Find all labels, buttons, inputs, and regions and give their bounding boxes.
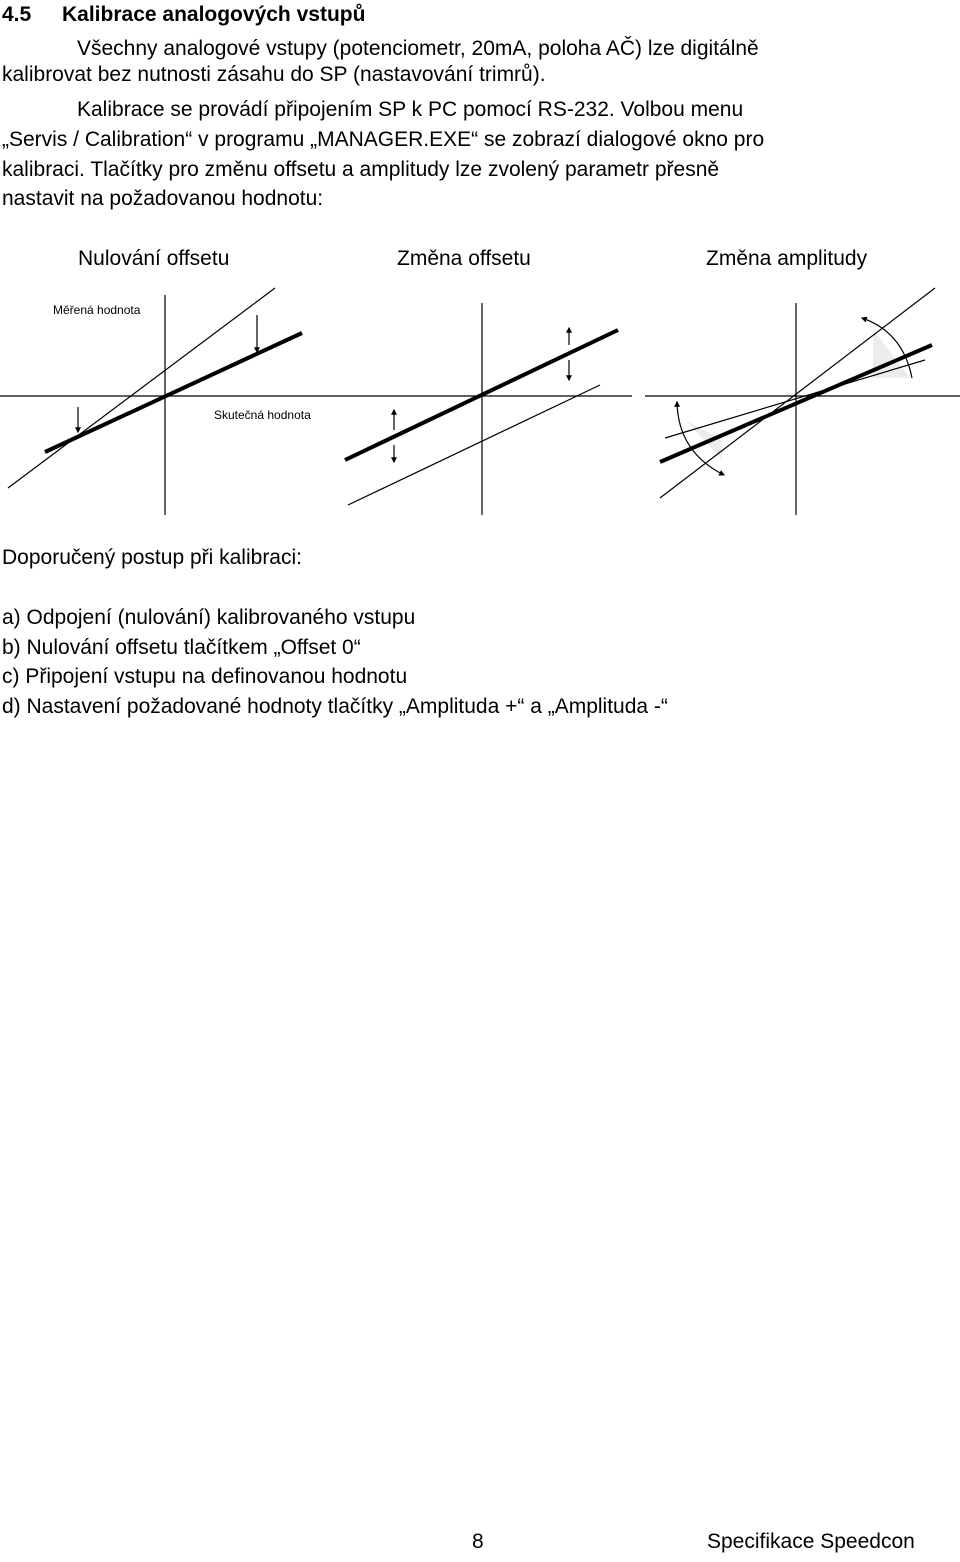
intro-line: kalibrovat bez nutnosti zásahu do SP (nastavování trimrů). (2, 63, 546, 86)
section-number: 4.5 (2, 3, 32, 26)
page-number: 8 (472, 1530, 484, 1553)
intro-line: „Servis / Calibration“ v programu „MANAGER.EXE“ se zobrazí dialogové okno pro (2, 128, 765, 151)
diagram-amplitude-change (645, 288, 960, 515)
measured-line (45, 333, 302, 452)
procedure-step: c) Připojení vstupu na definovanou hodnotu (2, 665, 408, 688)
procedure-step: d) Nastavení požadované hodnoty tlačítky „Amplituda +“ a „Amplituda -“ (2, 695, 668, 718)
procedure-step: a) Odpojení (nulování) kalibrovaného vstupu (2, 606, 416, 629)
calibration-diagrams (0, 0, 960, 540)
diagram-title-offset-change: Změna offsetu (397, 247, 531, 270)
diagram-offset-change (330, 303, 632, 515)
intro-line: Kalibrace se provádí připojením SP k PC pomocí RS-232. Volbou menu (77, 98, 744, 121)
intro-line: nastavit na požadovanou hodnotu: (2, 187, 324, 210)
diagram-title-offset-zero: Nulování offsetu (78, 247, 230, 270)
shallow-line (665, 360, 925, 438)
reference-line (8, 288, 275, 488)
diagram-title-amplitude-change: Změna amplitudy (706, 247, 868, 270)
reference-line (348, 385, 600, 505)
document-title: Specifikace Speedcon (707, 1530, 915, 1553)
diagram-offset-zero (0, 288, 330, 515)
procedure-heading: Doporučený postup při kalibraci: (2, 546, 302, 569)
label-measured-value: Měřená hodnota (53, 303, 141, 317)
section-title: Kalibrace analogových vstupů (62, 3, 366, 26)
label-actual-value: Skutečná hodnota (214, 408, 311, 422)
intro-line: kalibraci. Tlačítky pro změnu offsetu a amplitudy lze zvolený parametr přesně (2, 158, 720, 181)
intro-line: Všechny analogové vstupy (potenciometr, 20mA, poloha AČ) lze digitálně (77, 37, 759, 60)
steep-line (660, 288, 935, 498)
procedure-step: b) Nulování offsetu tlačítkem „Offset 0“ (2, 636, 361, 659)
